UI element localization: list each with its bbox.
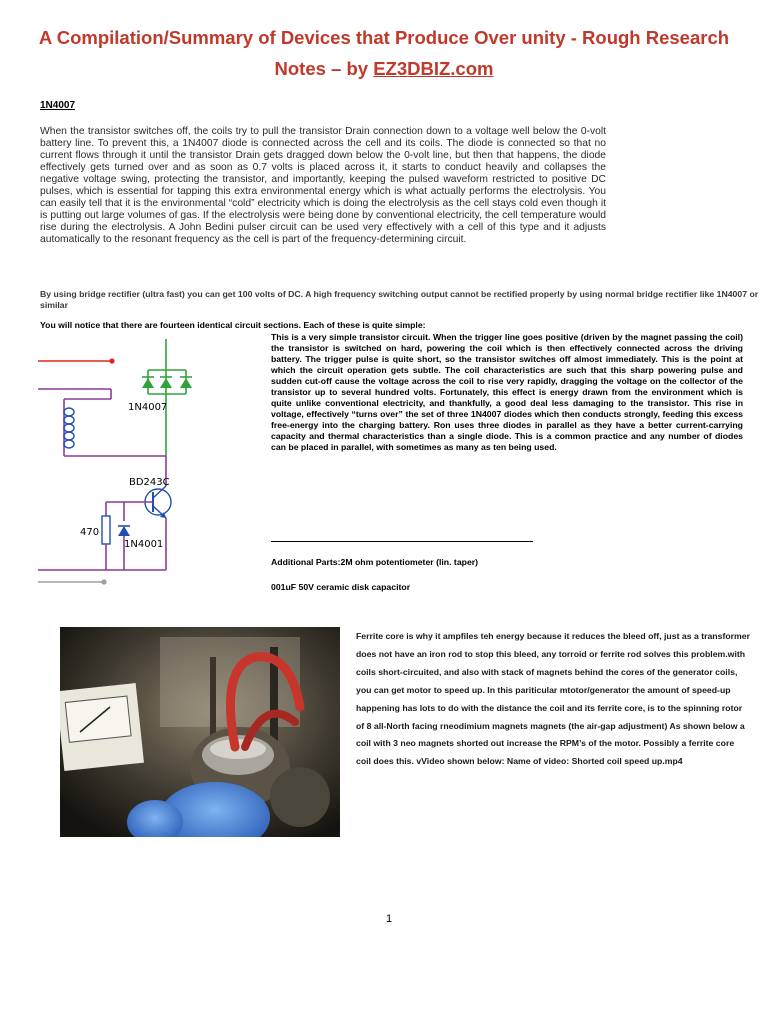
label-diode-bottom: 1N4001 (124, 539, 164, 550)
terminal-trigger (101, 579, 106, 584)
terminal-red (109, 358, 114, 363)
paragraph-ferrite-core: Ferrite core is why it ampfiles teh energy because it reduces the bleed off, just as a transformer does not have an iron rod to stop this bleed, any torroid or ferrite rod solves this problem.with coils short-circuited, and also with stack of magnets behind the cores of the generator coils, you can get motor to speed up. In this pariticular mtotor/generator the amount of speed-up happening has lots to do with the distance the coil and its ferrite core, is to the spinning rotor of 8 all-North facing rneodimium magnets magnets (the air-gap adjustment) As shown below a coil with 3 neo magnets shorted out increase the RPM’s of the motor. Possibly a ferrite core coil does this. vVideo shown below: Name of video: Shorted coil speed up.mp4 (356, 631, 750, 767)
diode-icon-1 (142, 377, 154, 388)
paragraph-bridge-rectifier: By using bridge rectifier (ultra fast) you can get 100 volts of DC. A high frequency switching output cannot be rectified properly by using normal bridge rectifier like 1N4007 or similar (40, 289, 759, 310)
paragraph-fourteen-sections: You will notice that there are fourteen identical circuit sections. Each of these is quite simple: (40, 320, 426, 330)
circuit-schematic (38, 336, 218, 588)
coil-icon (64, 408, 74, 448)
website-link[interactable]: EZ3DBIZ.com (373, 58, 494, 79)
diode-icon-bottom (118, 526, 130, 536)
section-heading: 1N4007 (40, 100, 76, 111)
resistor-icon (102, 516, 110, 544)
title-line-2-prefix: Notes – by (274, 58, 374, 79)
title-line-1: A Compilation/Summary of Devices that Produce Over unity - Rough Research (38, 27, 730, 48)
additional-parts-capacitor: 001uF 50V ceramic disk capacitor (271, 582, 411, 592)
paragraph-transistor-switch-off: When the transistor switches off, the coils try to pull the transistor Drain connection down to a voltage well below the 0-volt battery line. To prevent this, a 1N4007 diode is connected across the cell and its coils. The diode is connected so that no current flows through it until the transistor Drain gets dragged down below the 0-volt line, but then that happens, the diode effectively gets turned over and as soon as 0.7 volts is placed across it, it starts to conduct heavily and collapses the negative voltage swing, protecting the transistor, and importantly, keeping the pulsed waveform restricted to positive DC pulses, which is essential for tapping this extra environmental energy which is what actually performs the electrolysis. You can easily tell that it is the environmental “cold” electricity which is doing the electrolysis as the cell stays cold even though it is putting out large volumes of gas. If the electrolysis were being done by conventional electricity, the cell temperature would rise during the electrolysis. A John Bedini pulser circuit can be used very effectively with a cell of this type and it adjusts automatically to the resonant frequency as the cell is part of the frequency-determining circuit. (40, 126, 606, 245)
diode-icon-3 (180, 377, 192, 388)
diode-icon-2 (160, 377, 172, 388)
label-transistor: BD243C (129, 477, 170, 488)
document-title (0, 22, 768, 84)
paragraph-simple-circuit: This is a very simple transistor circuit. When the trigger line goes positive (driven by the magnet passing the coil) the transistor is switched on hard, powering the coil which is then effectively connected across the driving battery. The trigger pulse is quite short, so the transistor switches off almost immediately. This is the point at which the circuit operation gets subtle. The coil characteristics are such that this sharp powering pulse and sudden cut-off cause the voltage across the coil to rise very rapidly, dragging the voltage on the collector of the transistor up to several hundred volts. Fortunately, this effect is energy drawn from the environment which is quite unlike conventional electricity, and thankfully, a good deal less damaging to the transistor. This rise in voltage, effectively “turns over” the set of three 1N4007 diodes which then conducts strongly, feeding this excess free-energy into the charging battery. Ron uses three diodes in parallel as they have a better current-carrying capacity and thermal characteristics than a single diode. This is a common practice and any number of diodes can be placed in parallel, with sometimes as many as ten being used. (271, 332, 743, 452)
divider-line (271, 541, 533, 542)
video-still-image[interactable] (60, 627, 340, 837)
title-line-2 (0, 53, 768, 84)
page-number: 1 (385, 913, 393, 925)
label-diode-top: 1N4007 (128, 402, 168, 413)
label-resistor: 470 (80, 527, 100, 538)
additional-parts-potentiometer: Additional Parts:2M ohm potentiometer (lin. taper) (271, 557, 479, 567)
